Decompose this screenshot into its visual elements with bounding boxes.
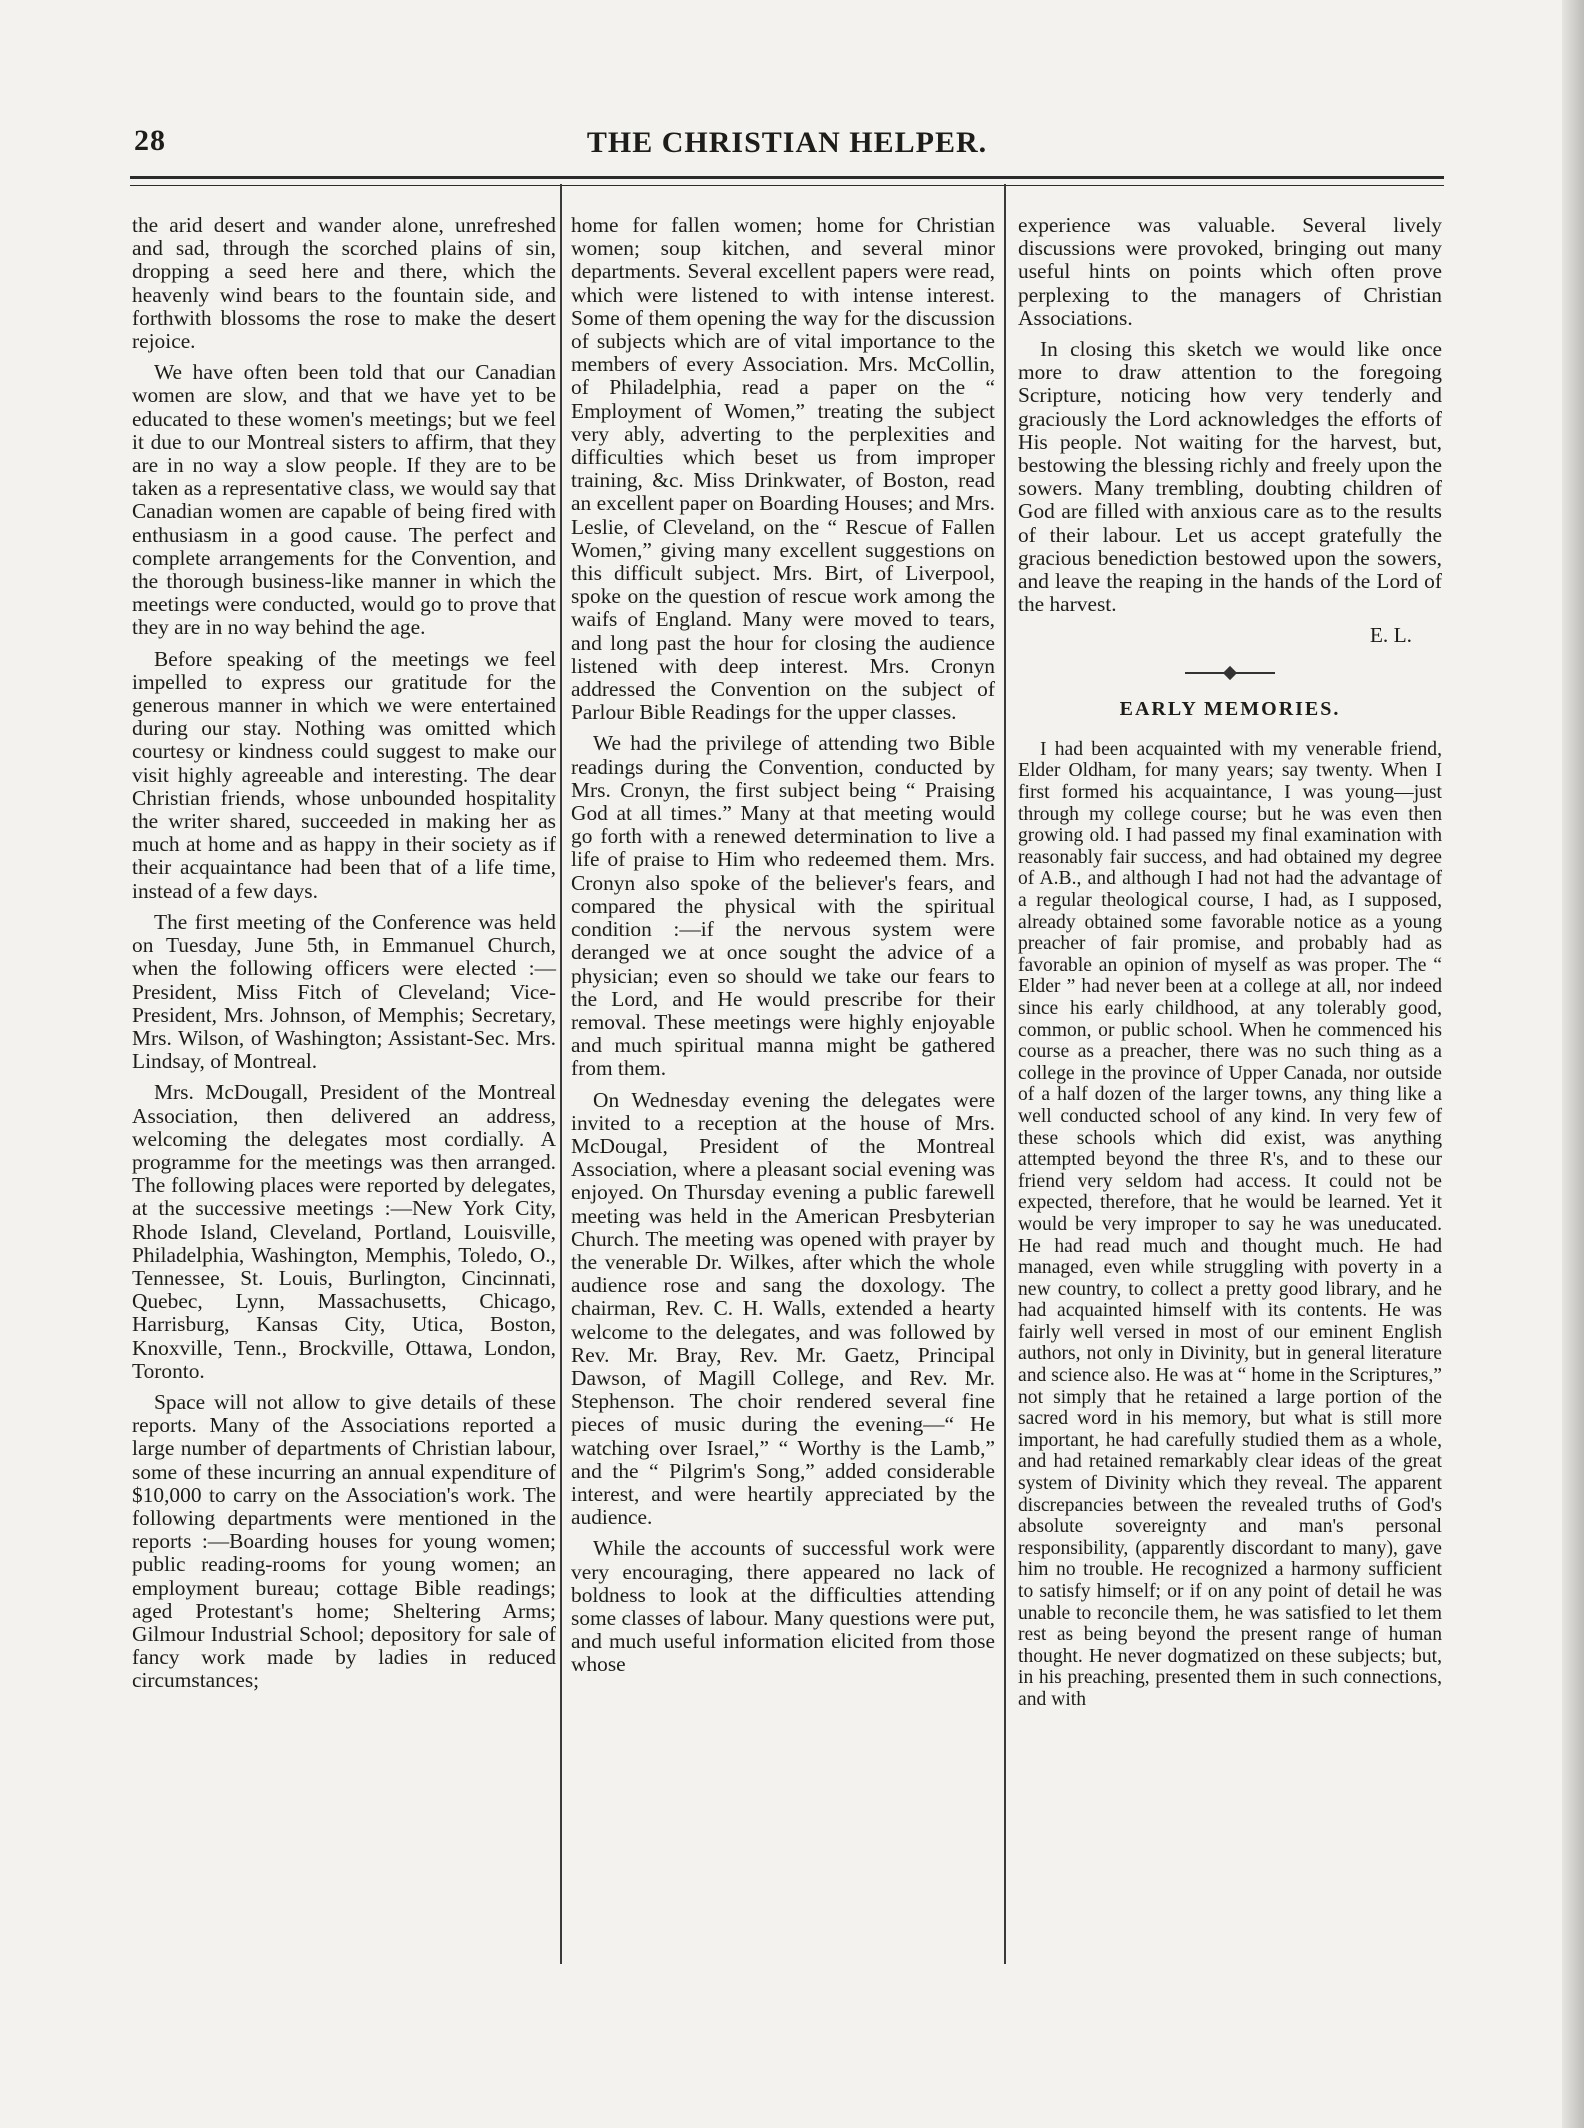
paragraph: While the accounts of successful work were very encouraging, there appeared no lack of boldness to look at the difficulties attending some classes of labour. Many questions were put, and much useful information elicited from those whose xyxy=(571,1536,995,1677)
early-memories-body xyxy=(1018,739,1442,1711)
paragraph: Mrs. McDougall, President of the Montreal Association, then delivered an address, welcoming the delegates most cordially. A programme for the meetings was then arranged. The following places were reported by delegates, at the successive meetings :—New York City, Rhode Island, Cleveland, Portland, Louisville, Philadelphia, Washington, Memphis, Toledo, O., Tennessee, St. Louis, Burlington, Cincinnati, Quebec, Lynn, Massachusetts, Chicago, Harrisburg, Kansas City, Utica, Boston, Knoxville, Tenn., Brockville, Ottawa, London, Toronto. xyxy=(132,1080,556,1383)
section-title: EARLY MEMORIES. xyxy=(1119,697,1341,720)
paragraph: The first meeting of the Conference was held on Tuesday, June 5th, in Emmanuel Church, when the following officers were elected :—President, Miss Fitch of Cleveland; Vice-President, Mrs. Johnson, of Memphis; Secretary, Mrs. Wilson, of Washington; Assistant-Sec. Mrs. Lindsay, of Montreal. xyxy=(132,909,556,1074)
paragraph: On Wednesday evening the delegates were invited to a reception at the house of Mrs. McDougal, President of the Montreal Association, where a pleasant social evening was enjoyed. On Thursday evening a public farewell meeting was held in the American Presbyterian Church. The meeting was opened with prayer by the venerable Dr. Wilkes, after which the whole audience rose and sang the doxology. The chairman, Rev. C. H. Walls, extended a hearty welcome to the delegates, and was followed by Rev. Mr. Bray, Rev. Mr. Gaetz, Principal Dawson, of Magill College, and Rev. Mr. Stephenson. The choir rendered several fine pieces of music during the evening—“ He watching over Israel,” “ Worthy is the Lamb,” and the “ Pilgrim's Song,” added considerable interest, and were heartily appreciated by the audience. xyxy=(571,1087,995,1530)
column-divider xyxy=(560,184,562,1964)
column-3 xyxy=(1018,214,1442,1711)
column-1 xyxy=(132,214,556,1701)
paragraph: We had the privilege of attending two Bible readings during the Convention, conducted by Mrs. Cronyn, the first subject being “ Praising God at all times.” Many at that meeting would go forth with a renewed determination to live a life of praise to Him who redeemed them. Mrs. Cronyn also spoke of the believer's fears, and compared the physical with the spiritual condition :—if the nervous system were deranged we at once sought the advice of a physician; even so should we take our fears to the Lord, and He would prescribe for their removal. These meetings were highly enjoyable and much spiritual manna might be gathered from them. xyxy=(571,731,995,1081)
column-2 xyxy=(571,214,995,1685)
page-number: 28 xyxy=(134,124,166,157)
author-signature: E. L. xyxy=(1369,623,1412,648)
page-edge-shadow xyxy=(1562,0,1584,2128)
paragraph: Before speaking of the meetings we feel impelled to express our gratitude for the generous manner in which we were entertained during our stay. Nothing was omitted which courtesy or kindness could suggest to make our visit highly agreeable and interesting. The dear Christian friends, whose unbounded hospitality the writer shared, succeeded in making her as much at home and as happy in their society as if their acquaintance had been that of a life time, instead of a few days. xyxy=(132,646,556,903)
paragraph: I had been acquainted with my venerable friend, Elder Oldham, for many years; say twenty. When I first formed his acquaintance, I was young—just through my college course; but he was even then growing old. I had passed my final examination with reasonably fair success, and had obtained my degree of A.B., and although I had not had the advantage of a regular theological course, I had, as I supposed, already obtained some favorable notice as a young preacher of fair promise, and probably had as favorable an opinion of myself as was proper. The “ Elder ” had never been at a college at all, nor indeed since his early childhood, at any tolerably good, common, or public school. When he commenced his course as a preacher, there was no such thing as a college in the province of Upper Canada, nor outside of a half dozen of the larger towns, any thing like a well conducted school of any kind. In very few of these schools which did exist, was anything attempted beyond the three R's, and to these our friend very seldom had access. It could not be expected, therefore, that he would be learned. Yet it would be very improper to say he was uneducated. He had read much and thought much. He had managed, even while struggling with poverty in a new country, to collect a pretty good library, and he had acquainted himself with its contents. He was fairly well versed in most of our eminent English authors, not only in Divinity, but in general literature and science also. He was at “ home in the Scriptures,” not simply that he retained a large portion of the sacred word in his memory, but what is still more important, he had carefully studied them as a whole, and had retained remarkably clear ideas of the great system of Divinity which they reveal. The apparent discrepancies between the revealed truths of God's absolute sovereignty and man's personal responsibility, (apparently discordant to many), gave him no trouble. He recognized a harmony sufficient to satisfy himself; or if on any point of detail he was unable to reconcile them, he was satisfied to let them rest as being beyond the present range of human thought. He never dogmatized on these subjects; but, in his preaching, presented them in such connections, and with xyxy=(1018,738,1442,1710)
running-title: THE CHRISTIAN HELPER. xyxy=(586,126,988,159)
paragraph: experience was valuable. Several lively discussions were provoked, bringing out many useful hints on points which often prove perplexing to the managers of Christian Associations. xyxy=(1018,213,1442,330)
paragraph: We have often been told that our Canadian women are slow, and that we have yet to be educated to these women's meetings; but we feel it due to our Montreal sisters to affirm, that they are in no way a slow people. If they are to be taken as a representative class, we would say that Canadian women are capable of being fired with enthusiasm in a good cause. The perfect and complete arrangements for the Convention, and the thorough business-like manner in which the meetings were conducted, would go to prove that they are in no way behind the age. xyxy=(132,360,556,640)
paragraph: home for fallen women; home for Christian women; soup kitchen, and several minor departments. Several excellent papers were read, which were listened to with intense interest. Some of them opening the way for the discussion of subjects which are of vital importance to the members of every Association. Mrs. McCollin, of Philadelphia, read a paper on the “ Employment of Women,” treating the subject very ably, adverting to the perplexities and difficulties which beset us from improper training, &c. Miss Drinkwater, of Boston, read an excellent paper on Boarding Houses; and Mrs. Leslie, of Cleveland, on the “ Rescue of Fallen Women,” giving many excellent suggestions on this difficult subject. Mrs. Birt, of Liverpool, spoke on the question of rescue work among the waifs of England. Many were moved to tears, and long past the hour for closing the audience listened with deep interest. Mrs. Cronyn addressed the Convention on the subject of Parlour Bible Readings for the upper classes. xyxy=(571,213,995,725)
paragraph: In closing this sketch we would like once more to draw attention to the foregoing Scripture, noticing how very tenderly and graciously the Lord acknowledges the efforts of His people. Not waiting for the harvest, but, bestowing the blessing richly and freely upon the sowers. Many trembling, doubting children of God are filled with anxious care as to the results of their labour. Let us accept gratefully the gracious benediction bestowed upon the sowers, and leave the reaping in the hands of the Lord of the harvest. xyxy=(1018,337,1442,617)
column-divider xyxy=(1004,184,1006,1964)
paragraph: the arid desert and wander alone, unrefreshed and sad, through the scorched plains of sin, dropping a seed here and there, which the heavenly wind bears to the fountain side, and forthwith blossoms the rose to make the desert rejoice. xyxy=(132,213,556,354)
header-rule xyxy=(130,176,1444,186)
section-divider-ornament xyxy=(1185,672,1275,674)
paragraph: Space will not allow to give details of these reports. Many of the Associations reported a large number of departments of Christian labour, some of these incurring an annual expenditure of $10,000 to carry on the Association's work. The following departments were mentioned in the reports :—Boarding houses for young women; public reading-rooms for young women; an employment bureau; cottage Bible readings; aged Protestant's home; Sheltering Arms; Gilmour Industrial School; depository for sale of fancy work made by ladies in reduced circumstances; xyxy=(132,1389,556,1693)
